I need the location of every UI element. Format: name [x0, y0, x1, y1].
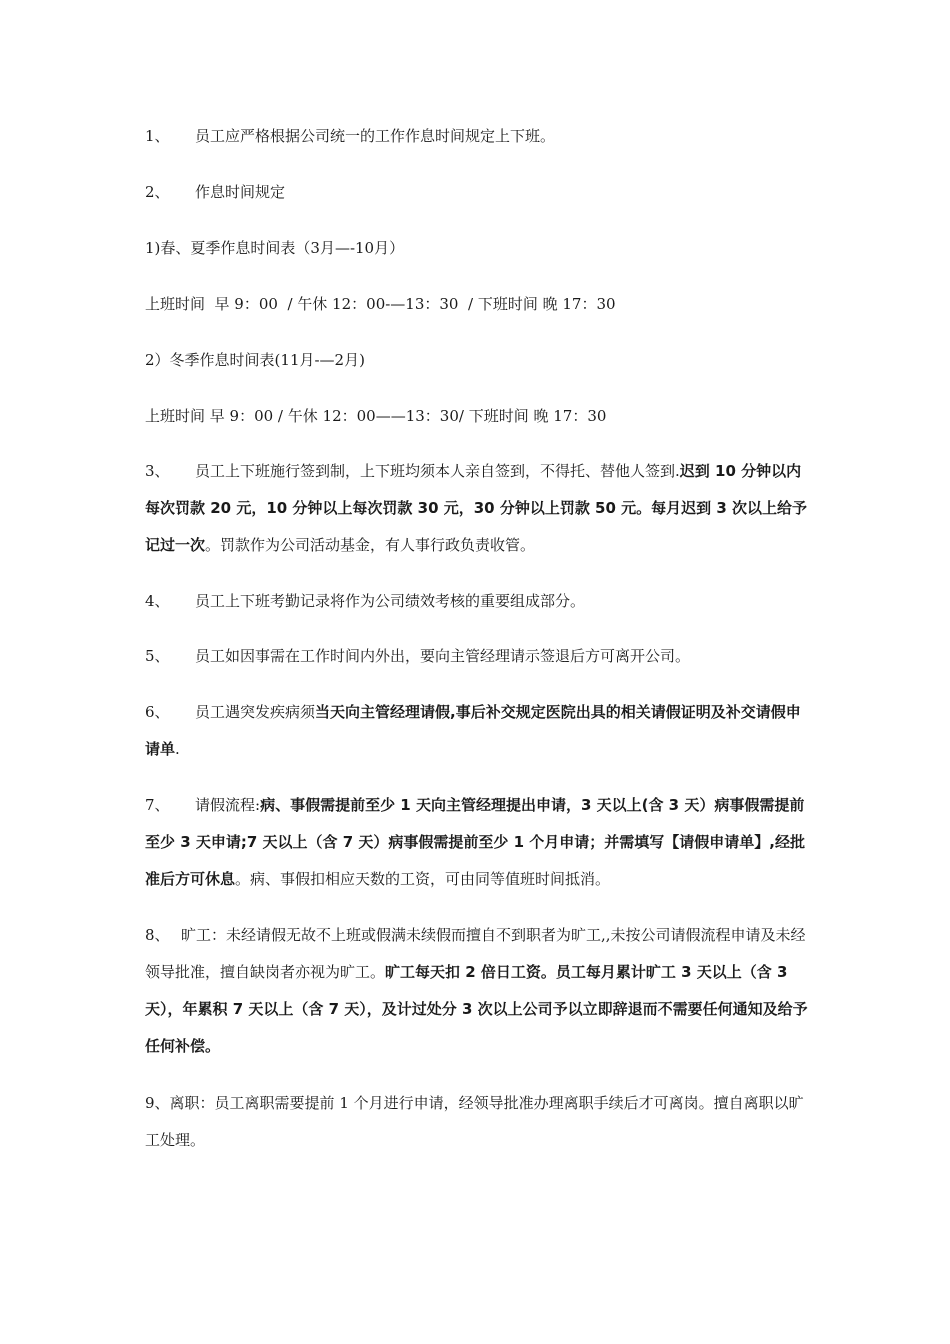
rule-text: 请假流程: [195, 796, 261, 814]
rule-text-bold: 旷工每天扣 2 倍日工资。员工每月累计旷工 3 天以上（含 3 天），年累积 7 天以上（含 7 天），及计过处分 3 次以上公司予以立即辞退而不需要任何通知及给予任何补偿。 [145, 963, 808, 1055]
rule-number: 6、 [145, 703, 170, 721]
winter-schedule-title: 2）冬季作息时间表(11月-—2月) [145, 351, 365, 369]
rule-text-bold: 病、事假需提前至少 1 天向主管经理提出申请，3 天以上(含 3 天）病事假需提前至少 3 天申请;7 天以上（含 7 天）病事假需提前至少 1 个月申请；并需填写【请假申请单】,经批准后方可休息 [145, 796, 806, 888]
summer-schedule-title: 1)春、夏季作息时间表（3月—-10月） [145, 239, 405, 257]
rule-number: 2、 [145, 183, 170, 201]
rule-number: 5、 [145, 647, 170, 665]
rule-text: 旷工：未经请假无故不上班或假满未续假而擅自不到职者为旷工,,未按公司请假流程申请及未经领导批准，擅自缺岗者亦视为旷工。 [145, 926, 806, 981]
rule-8 [145, 917, 810, 1065]
rule-number: 1、 [145, 127, 170, 145]
rule-text: 员工遇突发疾病须 [195, 703, 316, 721]
winter-schedule-hours: 上班时间 早 9：00 / 午休 12：00——13：30/ 下班时间 晚 17：30 [145, 407, 607, 425]
rule-text: 员工如因事需在工作时间内外出，要向主管经理请示签退后方可离开公司。 [195, 647, 691, 665]
rule-number: 4、 [145, 592, 170, 610]
rule-1 [145, 118, 810, 155]
summer-schedule-hours: 上班时间 早 9：00 / 午休 12：00-—13：30 / 下班时间 晚 17：30 [145, 295, 616, 313]
rule-text-bold: 迟到 10 分钟以内每次罚款 20 元，10 分钟以上每次罚款 30 元，30 分钟以上罚款 50 元。每月迟到 3 次以上给予记过一次 [145, 462, 808, 554]
rule-text: 员工应严格根据公司统一的工作作息时间规定上下班。 [195, 127, 556, 145]
rule-3 [145, 453, 810, 564]
rule-text-tail: 。罚款作为公司活动基金，有人事行政负责收管。 [205, 536, 536, 554]
rule-4 [145, 583, 810, 620]
rule-text: 员工上下班施行签到制，上下班均须本人亲自签到，不得托、替他人签到. [195, 462, 680, 480]
rule-number: 8、 [145, 926, 170, 944]
rule-6 [145, 694, 810, 768]
rule-5 [145, 638, 810, 675]
rule-text-tail: 。病、事假扣相应天数的工资，可由同等值班时间抵消。 [235, 870, 611, 888]
rule-7 [145, 787, 810, 898]
rule-text: 9、离职：员工离职需要提前 1 个月进行申请，经领导批准办理离职手续后才可离岗。擅自离职以旷工处理。 [145, 1094, 804, 1149]
rule-2 [145, 174, 810, 211]
rule-number: 7、 [145, 796, 170, 814]
rule-text: 作息时间规定 [195, 183, 286, 201]
rule-9 [145, 1085, 810, 1159]
rule-text: 员工上下班考勤记录将作为公司绩效考核的重要组成部分。 [195, 592, 586, 610]
rule-text-tail: . [175, 740, 180, 758]
rule-number: 3、 [145, 462, 170, 480]
rule-text-bold: 当天向主管经理请假,事后补交规定医院出具的相关请假证明及补交请假申请单 [145, 703, 801, 758]
